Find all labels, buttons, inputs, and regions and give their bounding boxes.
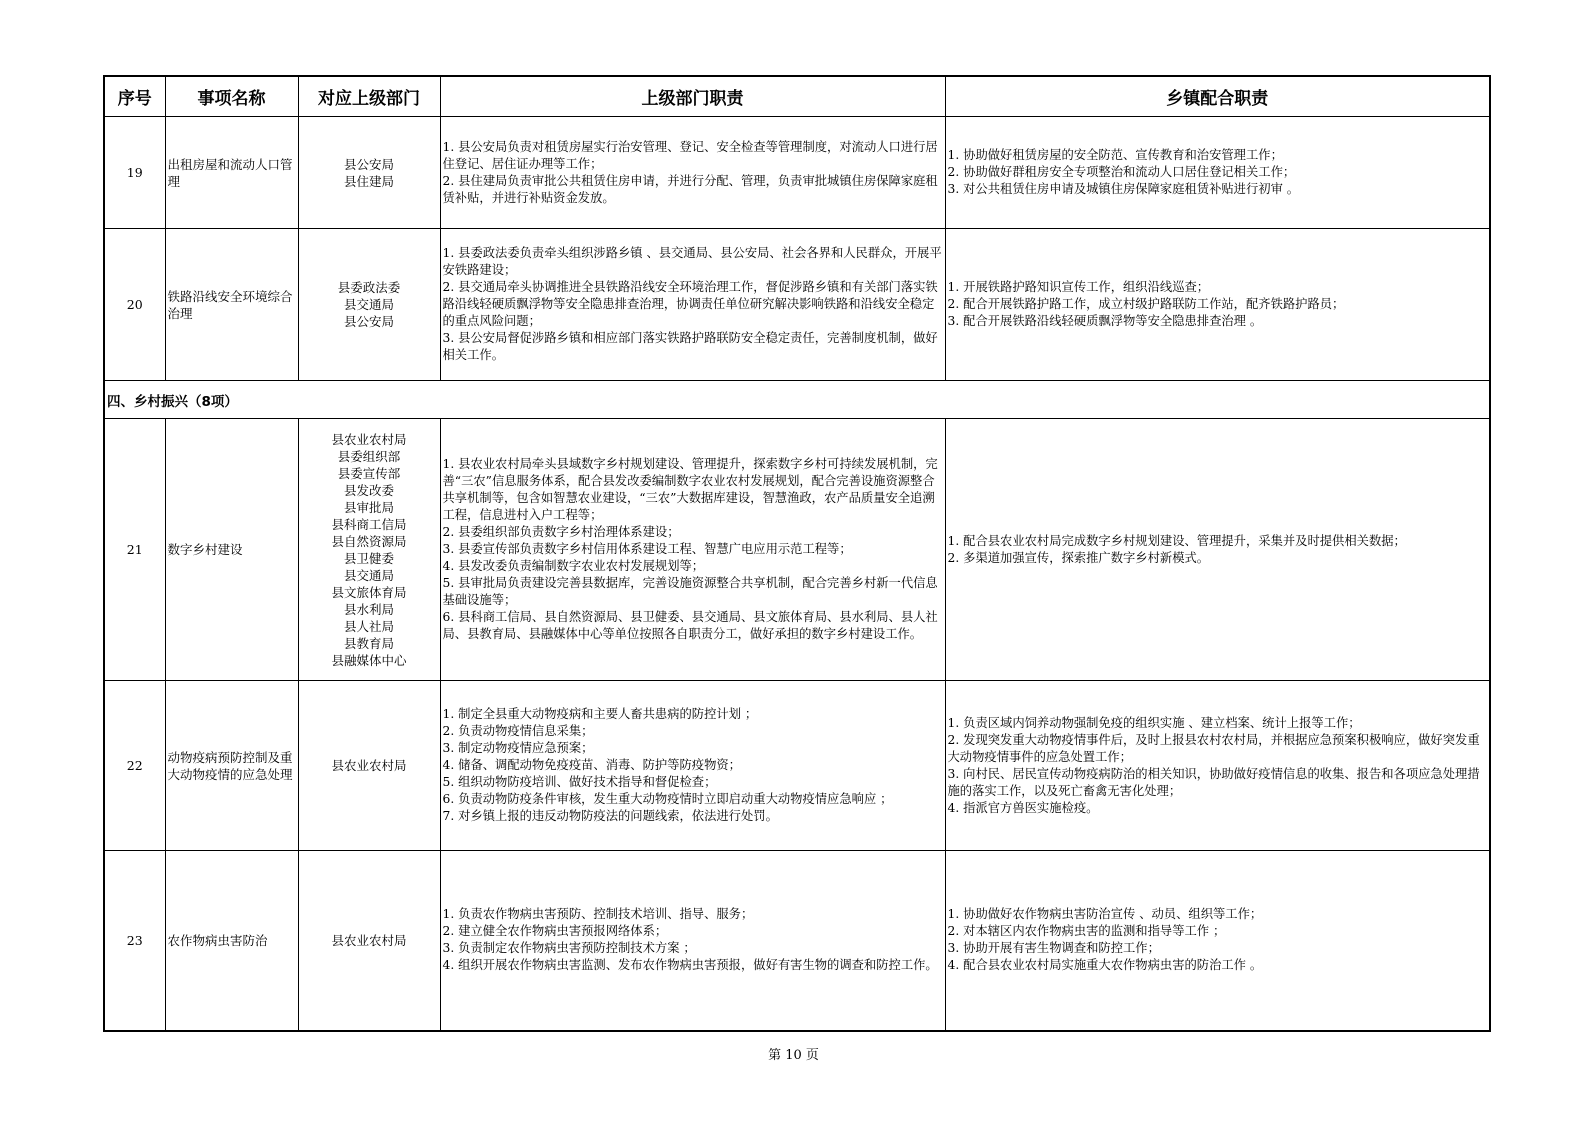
town-duty-line: 1. 负责区域内饲养动物强制免疫的组织实施 、建立档案、统计上报等工作； xyxy=(947,715,1361,730)
table-row xyxy=(104,117,1490,229)
header-upper-duty: 上级部门职责 xyxy=(440,76,945,117)
row-town-duties xyxy=(945,419,1490,681)
upper-duty-line: 2. 建立健全农作物病虫害预报网络体系； xyxy=(442,924,668,939)
dept-line: 县农业农村局 xyxy=(331,758,407,773)
upper-duty-line: 5. 组织动物防疫培训、做好技术指导和督促检查； xyxy=(442,775,717,789)
upper-duty-line: 1. 负责农作物病虫害预防、控制技术培训、指导、服务； xyxy=(442,907,754,922)
dept-line: 县委政法委 xyxy=(337,280,401,295)
dept-line: 县审批局 xyxy=(343,499,394,515)
upper-duty-line: 5. 县审批局负责建设完善县数据库，完善设施资源整合共享机制，配合完善乡村新一代信息基础设施等； xyxy=(442,576,938,607)
row-town-duties xyxy=(945,851,1490,1031)
header-no: 序号 xyxy=(104,76,165,117)
section-title: 四、乡村振兴（8项） xyxy=(104,381,1490,419)
table-row xyxy=(104,681,1490,851)
upper-duty-line: 2. 县委组织部负责数字乡村治理体系建设； xyxy=(442,525,680,539)
upper-duty-line: 1. 县农业农村局牵头县域数字乡村规划建设、管理提升，探索数字乡村可持续发展机制，完善“三农”信息服务体系，配合县发改委编制数字农业农村发展规划，配合完善设施资源整合共享机制等，包含如智慧农业建设，“三农”大数据库建设，智慧渔政，农产品质量安全追溯工程，信息进村入户工程等； xyxy=(442,457,938,522)
dept-line: 县科商工信局 xyxy=(331,516,407,532)
table-row xyxy=(104,229,1490,381)
row-town-duties xyxy=(945,117,1490,229)
row-upper-duties xyxy=(440,851,945,1031)
row-depts xyxy=(298,851,440,1031)
row-depts xyxy=(298,681,440,851)
row-depts xyxy=(298,229,440,381)
dept-line: 县教育局 xyxy=(343,635,394,651)
town-duty-line: 3. 协助开展有害生物调查和防控工作； xyxy=(947,941,1160,956)
upper-duty-line: 3. 县公安局督促涉路乡镇和相应部门落实铁路护路联防安全稳定责任，完善制度机制，做好相关工作。 xyxy=(442,331,938,362)
row-no: 20 xyxy=(104,229,165,381)
town-duty-line: 2. 配合开展铁路护路工作，成立村级护路联防工作站，配齐铁路护路员； xyxy=(947,297,1345,311)
upper-duty-line: 6. 县科商工信局、县自然资源局、县卫健委、县交通局、县文旅体育局、县水利局、县人社局、县教育局、县融媒体中心等单位按照各自职责分工，做好承担的数字乡村建设工作。 xyxy=(442,610,938,641)
row-depts xyxy=(298,117,440,229)
town-duty-line: 3. 配合开展铁路沿线轻硬质飘浮物等安全隐患排查治理 。 xyxy=(947,314,1263,328)
dept-line: 县发改委 xyxy=(343,482,394,498)
upper-duty-line: 2. 县住建局负责审批公共租赁住房申请，并进行分配、管理，负责审批城镇住房保障家庭租赁补贴，并进行补贴资金发放。 xyxy=(442,173,938,205)
town-duty-line: 1. 配合县农业农村局完成数字乡村规划建设、管理提升，采集并及时提供相关数据； xyxy=(947,533,1406,548)
town-duty-line: 4. 配合县农业农村局实施重大农作物病虫害的防治工作 。 xyxy=(947,958,1263,973)
row-town-duties xyxy=(945,229,1490,381)
upper-duty-line: 3. 县委宣传部负责数字乡村信用体系建设工程、智慧广电应用示范工程等； xyxy=(442,542,852,556)
dept-line: 县交通局 xyxy=(343,567,394,583)
town-duty-line: 2. 协助做好群租房安全专项整治和流动人口居住登记相关工作； xyxy=(947,165,1296,179)
town-duty-line: 3. 向村民、居民宣传动物疫病防治的相关知识，协助做好疫情信息的收集、报告和各项应急处理措施的落实工作，以及死亡畜禽无害化处理； xyxy=(947,766,1480,798)
table-header-row xyxy=(104,76,1490,117)
dept-line: 县委组织部 xyxy=(337,448,401,464)
town-duty-line: 1. 协助做好农作物病虫害防治宣传 、动员、组织等工作； xyxy=(947,907,1263,922)
town-duty-line: 1. 开展铁路护路知识宣传工作，组织沿线巡查； xyxy=(947,280,1210,294)
town-duty-line: 2. 发现突发重大动物疫情事件后，及时上报县农村农村局，并根据应急预案积极响应，做好突发重大动物疫情事件的应急处置工作； xyxy=(947,732,1480,764)
header-item: 事项名称 xyxy=(165,76,298,117)
town-duty-line: 4. 指派官方兽医实施检疫。 xyxy=(947,800,1099,815)
upper-duty-line: 6. 负责动物防疫条件审核，发生重大动物疫情时立即启动重大动物疫情应急响应 ； xyxy=(442,792,893,806)
row-town-duties xyxy=(945,681,1490,851)
dept-line: 县委宣传部 xyxy=(337,465,401,481)
upper-duty-line: 7. 对乡镇上报的违反动物防疫法的问题线索，依法进行处罚。 xyxy=(442,809,778,823)
row-no: 22 xyxy=(104,681,165,851)
upper-duty-line: 2. 县交通局牵头协调推进全县铁路沿线安全环境治理工作，督促涉路乡镇和有关部门落实铁路沿线轻硬质飘浮物等安全隐患排查治理，协调责任单位研究解决影响铁路和沿线安全稳定的重点风险问题； xyxy=(442,280,938,328)
dept-line: 县农业农村局 xyxy=(331,431,407,447)
dept-line: 县卫健委 xyxy=(343,550,394,566)
dept-line: 县公安局 xyxy=(343,156,394,172)
row-item: 动物疫病预防控制及重大动物疫情的应急处理 xyxy=(165,681,298,851)
row-upper-duties xyxy=(440,229,945,381)
dept-line: 县水利局 xyxy=(343,601,394,617)
upper-duty-line: 2. 负责动物疫情信息采集； xyxy=(442,724,594,738)
upper-duty-line: 3. 制定动物疫情应急预案； xyxy=(442,741,594,755)
town-duty-line: 3. 对公共租赁住房申请及城镇住房保障家庭租赁补贴进行初审 。 xyxy=(947,182,1300,196)
town-duty-line: 2. 对本辖区内农作物病虫害的监测和指导等工作 ； xyxy=(947,924,1226,939)
dept-line: 县自然资源局 xyxy=(331,533,407,549)
header-dept: 对应上级部门 xyxy=(298,76,440,117)
town-duty-line: 1. 协助做好租赁房屋的安全防范、宣传教育和治安管理工作； xyxy=(947,148,1283,162)
upper-duty-line: 4. 县发改委负责编制数字农业农村发展规划等； xyxy=(442,559,705,573)
upper-duty-line: 4. 组织开展农作物病虫害监测、发布农作物病虫害预报，做好有害生物的调查和防控工作。 xyxy=(442,958,938,973)
upper-duty-line: 1. 县公安局负责对租赁房屋实行治安管理、登记、安全检查等管理制度，对流动人口进行居住登记、居住证办理等工作； xyxy=(442,139,938,171)
row-upper-duties xyxy=(440,117,945,229)
dept-line: 县公安局 xyxy=(343,314,394,329)
upper-duty-line: 1. 制定全县重大动物疫病和主要人畜共患病的防控计划 ； xyxy=(442,707,758,721)
row-no: 21 xyxy=(104,419,165,681)
dept-line: 县农业农村局 xyxy=(331,932,407,948)
dept-line: 县交通局 xyxy=(343,297,394,312)
dept-line: 县文旅体育局 xyxy=(331,584,407,600)
duty-table xyxy=(103,75,1491,1032)
upper-duty-line: 1. 县委政法委负责牵头组织涉路乡镇 、县交通局、县公安局、社会各界和人民群众，开展平安铁路建设； xyxy=(442,246,942,277)
dept-line: 县住建局 xyxy=(343,173,394,189)
page-number: 第 10 页 xyxy=(768,1048,819,1063)
row-upper-duties xyxy=(440,419,945,681)
row-no: 19 xyxy=(104,117,165,229)
upper-duty-line: 3. 负责制定农作物病虫害预防控制技术方案 ； xyxy=(442,941,696,956)
header-town-duty: 乡镇配合职责 xyxy=(945,76,1490,117)
section-row xyxy=(104,381,1490,419)
dept-line: 县人社局 xyxy=(343,618,394,634)
table-row xyxy=(104,851,1490,1031)
table-row xyxy=(104,419,1490,681)
town-duty-line: 2. 多渠道加强宣传，探索推广数字乡村新模式。 xyxy=(947,550,1210,565)
row-no: 23 xyxy=(104,851,165,1031)
row-item: 铁路沿线安全环境综合治理 xyxy=(165,229,298,381)
dept-line: 县融媒体中心 xyxy=(331,652,407,668)
row-item: 出租房屋和流动人口管理 xyxy=(165,117,298,229)
upper-duty-line: 4. 储备、调配动物免疫疫苗、消毒、防护等防疫物资； xyxy=(442,758,741,772)
row-depts xyxy=(298,419,440,681)
row-item: 数字乡村建设 xyxy=(165,419,298,681)
row-item: 农作物病虫害防治 xyxy=(165,851,298,1031)
row-upper-duties xyxy=(440,681,945,851)
